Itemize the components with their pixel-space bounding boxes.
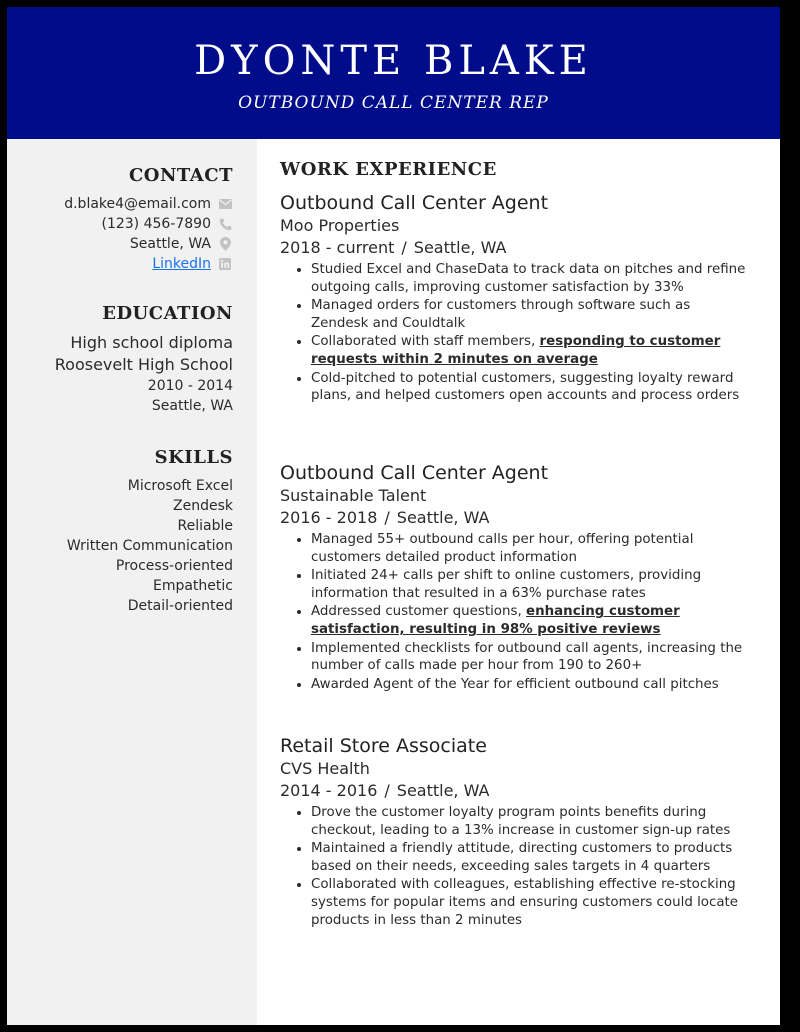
main-column <box>280 159 750 928</box>
skills-section <box>7 447 233 616</box>
bullet-text: Implemented checklists for outbound call agents, increasing the number of calls made per hour from 190 to 260+ <box>311 640 743 674</box>
skill-item: Microsoft Excel <box>127 478 233 494</box>
bullet-text: Drove the customer loyalty program points benefits during checkout, leading to a 13% increase in customer sign-up rates <box>311 805 731 838</box>
bullet-text: Awarded Agent of the Year for efficient outbound call pitches <box>311 676 719 692</box>
job-bullet <box>311 876 750 929</box>
location-text: Seattle, WA <box>129 236 211 252</box>
job-entry <box>280 461 750 694</box>
bullet-highlight: responding to customer requests within 2 minutes on average <box>311 334 721 367</box>
job-bullet <box>311 603 750 638</box>
skills-title: SKILLS <box>154 447 233 468</box>
job-bullet <box>311 531 750 566</box>
envelope-icon <box>217 199 233 209</box>
education-section <box>7 303 233 416</box>
job-company: CVS Health <box>280 759 370 778</box>
job-bullet <box>311 676 750 694</box>
job-bullets <box>280 804 750 929</box>
job-bullet <box>311 370 750 405</box>
job-company: Moo Properties <box>280 216 400 235</box>
contact-section <box>7 165 233 274</box>
job-company: Sustainable Talent <box>280 486 427 505</box>
job-meta-separator: / <box>401 238 407 257</box>
job-entry <box>280 734 750 930</box>
job-bullet <box>311 333 750 368</box>
job-bullet <box>311 804 750 839</box>
job-bullets <box>280 261 750 405</box>
phone-line <box>7 214 233 234</box>
job-entry <box>280 191 750 406</box>
linkedin-icon <box>217 258 233 270</box>
education-title: EDUCATION <box>102 303 233 324</box>
work-experience-title: WORK EXPERIENCE <box>280 159 497 180</box>
bullet-text: Collaborated with staff members, <box>311 334 540 350</box>
job-meta-separator: / <box>384 508 390 527</box>
job-title: Outbound Call Center Agent <box>280 462 549 484</box>
education-location: Seattle, WA <box>151 398 233 414</box>
job-bullet <box>311 261 750 296</box>
skill-item: Written Communication <box>66 538 233 554</box>
skill-item: Detail-oriented <box>127 598 233 614</box>
bullet-highlight: enhancing customer satisfaction, resulting in 98% positive reviews <box>311 604 680 637</box>
map-pin-icon <box>217 237 233 251</box>
job-meta <box>280 507 750 529</box>
job-location: Seattle, WA <box>396 508 490 527</box>
job-location: Seattle, WA <box>413 238 507 257</box>
job-meta-separator: / <box>384 781 390 800</box>
bullet-text: Managed 55+ outbound calls per hour, offering potential customers detailed product information <box>311 532 694 565</box>
education-degree: High school diploma <box>70 333 233 352</box>
resume-page <box>7 7 780 1025</box>
email-line <box>7 194 233 214</box>
contact-title: CONTACT <box>128 165 233 186</box>
candidate-name: DYONTE BLAKE <box>194 38 593 84</box>
job-bullet <box>311 297 750 332</box>
candidate-role: OUTBOUND CALL CENTER REP <box>238 93 549 113</box>
resume-header <box>7 7 780 139</box>
education-school: Roosevelt High School <box>54 355 233 374</box>
phone-text: (123) 456-7890 <box>101 216 211 232</box>
skill-item: Empathetic <box>152 578 233 594</box>
bullet-text: Maintained a friendly attitude, directing customers to products based on their needs, exceeding sales targets in 4 quarters <box>311 841 733 874</box>
skill-item: Zendesk <box>173 498 233 514</box>
job-bullet <box>311 640 750 675</box>
sidebar <box>7 139 257 1025</box>
linkedin-link[interactable]: LinkedIn <box>152 256 211 272</box>
skill-item: Process-oriented <box>115 558 233 574</box>
job-dates: 2016 - 2018 <box>280 508 378 527</box>
bullet-text: Collaborated with colleagues, establishing effective re-stocking systems for popular items and ensuring customers could locate products in less than 2 minutes <box>311 877 739 928</box>
job-dates: 2014 - 2016 <box>280 781 378 800</box>
bullet-text: Cold-pitched to potential customers, suggesting loyalty reward plans, and helped customers open accounts and process orders <box>311 370 740 404</box>
bullet-text: Studied Excel and ChaseData to track data on pitches and refine outgoing calls, improving customer satisfaction by 33% <box>311 262 746 295</box>
bullet-text: Addressed customer questions, <box>311 604 526 620</box>
email-text: d.blake4@email.com <box>64 196 211 212</box>
job-bullets <box>280 531 750 693</box>
bullet-text: Initiated 24+ calls per shift to online customers, providing information that resulted in a 63% purchase rates <box>311 568 702 601</box>
job-bullet <box>311 567 750 602</box>
job-title: Outbound Call Center Agent <box>280 192 549 214</box>
linkedin-line <box>7 254 233 274</box>
job-meta <box>280 780 750 802</box>
job-meta <box>280 237 750 259</box>
phone-icon <box>217 218 233 231</box>
education-dates: 2010 - 2014 <box>147 378 233 394</box>
job-bullet <box>311 840 750 875</box>
job-location: Seattle, WA <box>396 781 490 800</box>
bullet-text: Managed orders for customers through software such as Zendesk and Couldtalk <box>311 298 691 331</box>
job-dates: 2018 - current <box>280 238 395 257</box>
job-title: Retail Store Associate <box>280 735 487 757</box>
skill-item: Reliable <box>177 518 233 534</box>
location-line <box>7 234 233 254</box>
